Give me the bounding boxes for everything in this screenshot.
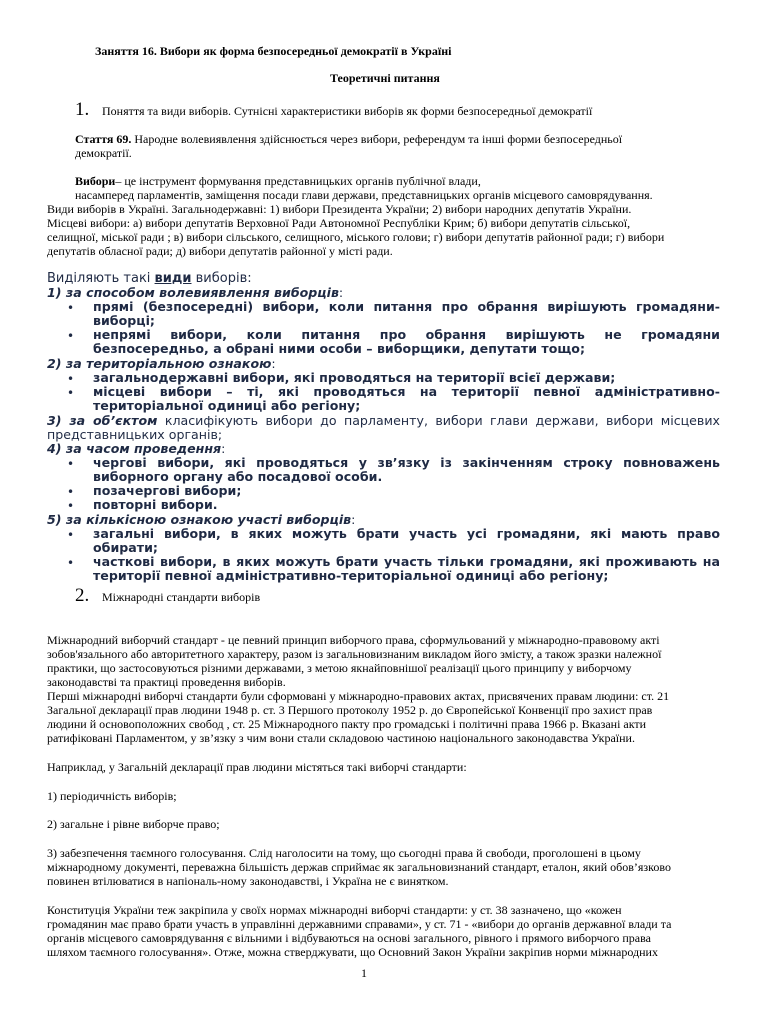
bullet-icon: • (67, 556, 75, 570)
constitution-line-2: громадянин має право брати участь в управлінні державними справами», у ст. 71 - «вибори до органів державної влади та (47, 917, 672, 931)
first-standards-line-2: Загальної декларації прав людини 1948 р. ст. 3 Першого протоколу 1952 р. до Європейської Конвенції про захист прав (47, 703, 653, 717)
type-header-2-text: 2) за територіальною ознакою (47, 356, 272, 371)
article-69-text: Народне волевиявлення здійснюється через вибори, референдум та інші форми безпосередньої (134, 132, 623, 146)
bullet-icon: • (67, 457, 75, 471)
article-69 (75, 132, 715, 146)
type-header-3-line-1 (47, 414, 720, 428)
election-kinds-line-2: Місцеві вибори: а) вибори депутатів Верховної Ради Автономної Республіки Крим; б) вибори депутатів сільської, (47, 216, 631, 230)
standard-definition-line-1: Міжнародний виборчий стандарт - це певний принцип виборчого права, сформульований у міжнародно-правовому акті (47, 633, 660, 647)
type-header-4 (47, 442, 225, 456)
definition-line-2: насамперед парламентів, заміщення посади глави держави, представницьких органів місцевого самоврядування. (75, 188, 653, 202)
bullet-partial-line-1: часткові вибори, в яких можуть брати участь тільки громадяни, які проживають на (93, 554, 720, 569)
type-header-4-colon: : (221, 441, 226, 456)
bullet-direct-line-1: прямі (безпосередні) вибори, коли питання про обрання вирішують громадяни- (93, 299, 720, 314)
question-2-number: 2. (75, 585, 90, 606)
first-standards-line-3: людини й основоположних свобод , ст. 25 Міжнародного пакту про громадські і політичні права 1966 р. Вказані акти (47, 717, 647, 731)
type-header-5-text: 5) за кількісною ознакою участі виборців (47, 512, 352, 527)
election-kinds-line-1: Види виборів в Україні. Загальнодержавні: 1) вибори Президента України; 2) вибори народних депутатів України. (47, 202, 632, 216)
constitution-line-3: органів місцевого самоврядування є вільними і відбуваються на основі загального, рівного і прямого виборчого права (47, 931, 651, 945)
type-header-3-rest: класифікують вибори до парламенту, вибори глави держави, вибори місцевих (157, 413, 720, 428)
bullet-icon: • (67, 386, 75, 400)
election-kinds-line-4: депутатів обласної ради; д) вибори депутатів районної у місті ради. (47, 244, 393, 258)
bullet-early: позачергові вибори; (93, 483, 242, 498)
bullet-indirect-line-2: безпосередньо, а обрані ними особи – виборщики, депутати тощо; (93, 341, 585, 356)
bullet-general-line-2: обирати; (93, 540, 158, 555)
section-subtitle: Теоретичні питання (330, 71, 440, 85)
type-header-5-colon: : (351, 512, 356, 527)
bullet-icon: • (67, 329, 75, 343)
bullet-local-line-2: територіальної одиниці або регіону; (93, 398, 361, 413)
constitution-line-1: Конституція України теж закріпила у своїх нормах міжнародні виборчі стандарти: у ст. 38 зазначено, що «кожен (47, 903, 622, 917)
type-header-1-colon: : (338, 285, 344, 300)
bullet-indirect-line-1: непрямі вибори, коли питання про обрання вирішують не громадяни (93, 327, 720, 342)
types-intro-a: Виділяють такі (47, 271, 155, 286)
document-title: Заняття 16. Вибори як форма безпосередньої демократії в Україні (95, 44, 452, 58)
definition-text: – це інструмент формування представницьких органів публічної влади, (115, 174, 481, 188)
article-69-text-end: демократії. (75, 146, 132, 160)
bullet-regular-line-1: чергові вибори, які проводяться у зв’язку із закінченням строку повноважень (93, 455, 720, 470)
bullet-partial-line-2: території певної адміністративно-територіальної одиниці або регіону; (93, 568, 609, 583)
types-intro-emphasis: види (154, 271, 192, 286)
bullet-regular-line-2: виборного органу або посадової особи. (93, 469, 383, 484)
page-number: 1 (361, 966, 367, 980)
article-69-label: Стаття 69. (75, 132, 132, 146)
standard-periodicity: 1) періодичність виборів; (47, 789, 177, 803)
standard-secret-line-2: міжнародному документі, переважна більшість держав сприймає як загальновизнаний стандарт, еталон, який обов’язково (47, 860, 671, 874)
definition-line-1 (75, 174, 481, 188)
types-intro (47, 271, 252, 286)
type-header-3-line-2: представницьких органів; (47, 427, 223, 442)
bullet-icon: • (67, 485, 75, 499)
election-kinds-line-3: селищної, міської ради ; в) вибори сільського, селищного, міського голови; г) вибори депутатів районної ради; г) вибори (47, 230, 665, 244)
standard-definition-line-3: практики, що застосовуються різними державами, з метою якнайповнішої реалізації цього принципу у виборчому (47, 661, 632, 675)
bullet-icon: • (67, 372, 75, 386)
question-1-text: Поняття та види виборів. Сутнісні характеристики виборів як форми безпосередньої демократії (102, 104, 593, 118)
type-header-5 (47, 513, 355, 527)
bullet-repeat: повторні вибори. (93, 497, 218, 512)
bullet-icon: • (67, 301, 75, 315)
declaration-intro: Наприклад, у Загальній декларації прав людини містяться такі виборчі стандарти: (47, 760, 467, 774)
standard-secret-line-1: 3) забезпечення таємного голосування. Слід наголосити на тому, що сьогодні права й свободи, проголошені в цьому (47, 846, 641, 860)
standard-universal: 2) загальне і рівне виборче право; (47, 817, 220, 831)
bullet-local-line-1: місцеві вибори – ті, які проводяться на території певної адміністративно- (93, 384, 720, 399)
type-header-3-text: 3) за об’єктом (47, 413, 158, 428)
bullet-direct-line-2: виборці; (93, 313, 155, 328)
bullet-icon: • (67, 528, 75, 542)
definition-term: Вибори (75, 174, 116, 188)
type-header-1 (47, 286, 343, 300)
standard-secret-line-3: повинен втілюватися в напіональ-ному законодавстві, і Україна не є винятком. (47, 874, 449, 888)
question-2-text: Міжнародні стандарти виборів (102, 590, 261, 604)
standard-definition-line-2: зобов'язального або авторитетного характеру, разом із загальновизнаним викладом його змісту, а також зразки належної (47, 647, 662, 661)
first-standards-line-4: ратифіковані Парламентом, у зв’язку з чим вони стали складовою частиною національного законодавства України. (47, 731, 635, 745)
type-header-1-text: 1) за способом волевиявлення виборців (47, 285, 339, 300)
type-header-2 (47, 357, 276, 371)
type-header-4-text: 4) за часом проведення (47, 441, 222, 456)
types-intro-c: виборів: (191, 271, 252, 286)
type-header-2-colon: : (271, 356, 276, 371)
bullet-icon: • (67, 499, 75, 513)
bullet-general-line-1: загальні вибори, в яких можуть брати участь усі громадяни, які мають право (93, 526, 720, 541)
question-1-number: 1. (75, 99, 90, 120)
bullet-national: загальнодержавні вибори, які проводяться на території всієї держави; (93, 370, 616, 385)
constitution-line-4: шляхом таємного голосування». Отже, можна стверджувати, що Основний Закон України закріпив норми міжнародних (47, 945, 658, 959)
first-standards-line-1: Перші міжнародні виборчі стандарти були сформовані у міжнародно-правових актах, присвячених правам людини: ст. 21 (47, 689, 670, 703)
standard-definition-line-4: законодавстві та практиці проведення виборів. (47, 675, 286, 689)
